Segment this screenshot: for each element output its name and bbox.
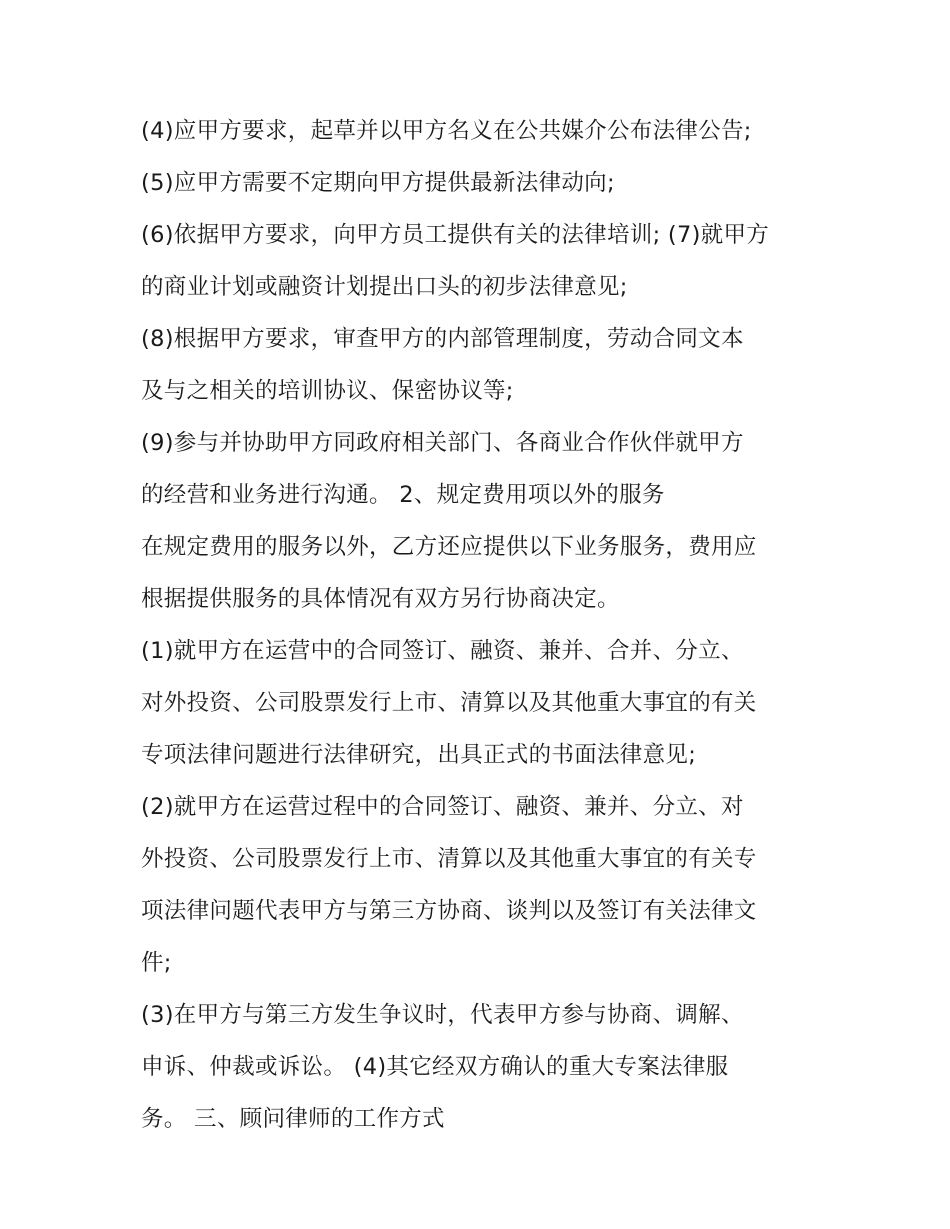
text-line: 的经营和业务进行沟通。 2、规定费用项以外的服务: [141, 482, 665, 508]
text-line: (2)就甲方在运营过程中的合同签订、融资、兼并、分立、对: [141, 794, 744, 820]
text-line: (5)应甲方需要不定期向甲方提供最新法律动向;: [141, 170, 615, 196]
text-line: (9)参与并协助甲方同政府相关部门、各商业合作伙伴就甲方: [141, 430, 744, 456]
text-line: 项法律问题代表甲方与第三方协商、谈判以及签订有关法律文: [141, 898, 757, 924]
text-line: 及与之相关的培训协议、保密协议等;: [141, 378, 514, 404]
text-line: 的商业计划或融资计划提出口头的初步法律意见;: [141, 274, 628, 300]
text-line: (6)依据甲方要求，向甲方员工提供有关的法律培训; (7)就甲方: [141, 222, 770, 248]
text-line: (1)就甲方在运营中的合同签订、融资、兼并、合并、分立、: [141, 638, 744, 664]
text-line: (3)在甲方与第三方发生争议时，代表甲方参与协商、调解、: [141, 1002, 744, 1028]
text-line: 对外投资、公司股票发行上市、清算以及其他重大事宜的有关: [141, 690, 757, 716]
text-line: 申诉、仲裁或诉讼。 (4)其它经双方确认的重大专案法律服: [141, 1054, 729, 1080]
document-body: [141, 110, 821, 1150]
text-line: 专项法律问题进行法律研究，出具正式的书面法律意见;: [141, 742, 697, 768]
text-line: 在规定费用的服务以外，乙方还应提供以下业务服务，费用应: [141, 534, 757, 560]
text-line: 外投资、公司股票发行上市、清算以及其他重大事宜的有关专: [141, 846, 757, 872]
text-line: (4)应甲方要求，起草并以甲方名义在公共媒介公布法律公告;: [141, 118, 752, 144]
text-line: 根据提供服务的具体情况有双方另行协商决定。: [141, 586, 620, 612]
text-line: (8)根据甲方要求，审查甲方的内部管理制度，劳动合同文本: [141, 326, 744, 352]
text-line: 务。 三、顾问律师的工作方式: [141, 1106, 445, 1132]
text-line: 件;: [141, 950, 172, 976]
